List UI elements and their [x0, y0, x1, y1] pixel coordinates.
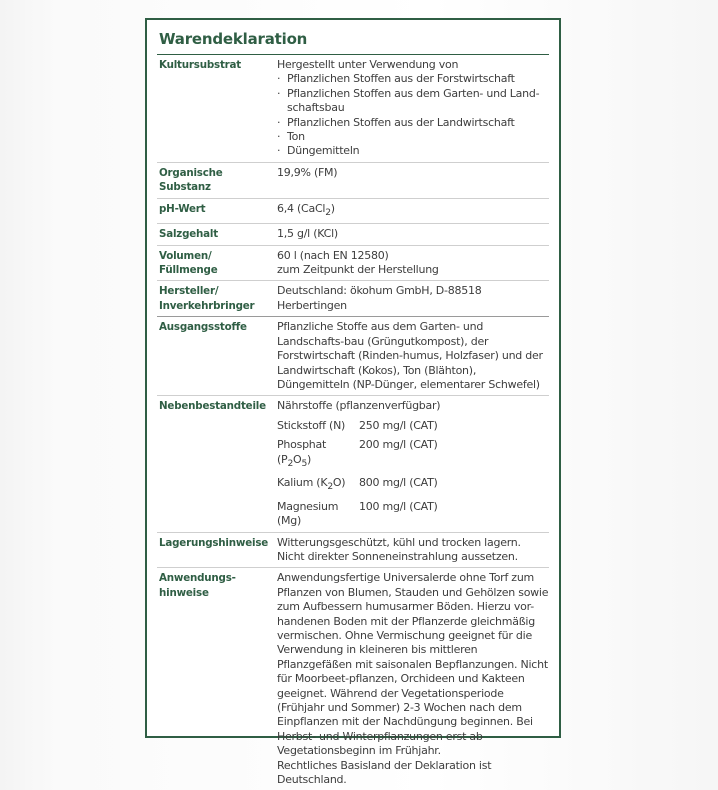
nutrient-value: 250 mg/l (CAT) [359, 418, 438, 432]
val-ph [277, 202, 549, 221]
row-ph [157, 198, 549, 224]
volumen-line1: 60 l (nach EN 12580) [277, 248, 389, 262]
key-hersteller-2: Inverkehrbringer [159, 299, 255, 312]
nutrient-row [277, 476, 549, 495]
key-hersteller [157, 284, 277, 313]
key-organische: Organische Substanz [159, 166, 223, 194]
row-anwendung [157, 567, 549, 790]
key-volumen-1: Volumen/ [159, 249, 212, 262]
key-volumen [157, 249, 277, 278]
key-anwendung-2: hinweise [159, 586, 209, 599]
list-item: · Ton [277, 130, 549, 144]
val-anwendung [277, 571, 549, 787]
nutrient-row [277, 419, 549, 433]
nutrient-value: 800 mg/l (CAT) [359, 476, 438, 490]
kultursubstrat-list [277, 72, 549, 158]
kal-sub: 2 [327, 481, 333, 493]
nutrient-row [277, 500, 549, 529]
val-kultursubstrat [277, 58, 549, 159]
key-hersteller-1: Hersteller/ [159, 285, 219, 298]
val-neben [277, 399, 549, 528]
key-anwendung [157, 571, 277, 787]
phos-sub2: 5 [301, 457, 308, 469]
nutrient-row [277, 438, 549, 471]
key-salz: Salzgehalt [159, 228, 218, 241]
ph-sub: 2 [325, 206, 331, 218]
phos-sub1: 2 [287, 457, 294, 469]
ph-pre: 6,4 (CaCl [277, 201, 326, 215]
row-volumen [157, 245, 549, 281]
row-hersteller [157, 280, 549, 316]
phos-mid: O [293, 452, 302, 466]
row-ausgang [157, 317, 549, 395]
row-organische [157, 162, 549, 198]
nutrient-name [277, 476, 359, 495]
nutrient-value: 100 mg/l (CAT) [359, 499, 438, 513]
key-ausgang: Ausgangsstoffe [159, 321, 247, 334]
key-volumen-2: Füllmenge [159, 264, 218, 277]
list-item: · Pflanzlichen Stoffen aus der Forstwirtschaft [277, 72, 549, 86]
section-composition [157, 316, 549, 790]
declaration-title: Warendeklaration [159, 30, 308, 48]
kal-pre: Kalium (K [277, 476, 328, 490]
val-hersteller: Deutschland: ökohum GmbH, D-88518 Herbertingen [277, 284, 482, 312]
list-item: · Pflanzlichen Stoffen aus der Landwirtschaft [277, 116, 549, 130]
key-lagerung: Lagerungshinweise [159, 536, 269, 549]
kultursubstrat-intro: Hergestellt unter Verwendung von [277, 58, 459, 71]
val-volumen [277, 249, 549, 278]
kal-post: O) [332, 476, 346, 490]
list-item: · Düngemitteln [277, 144, 549, 158]
list-item: · Pflanzlichen Stoffen aus dem Garten- und Land-schaftsbau [277, 87, 549, 116]
row-neben [157, 395, 549, 531]
key-neben: Nebenbestandteile [159, 400, 266, 413]
section-product [157, 54, 549, 316]
neben-intro: Nährstoffe (pflanzenverfügbar) [277, 399, 441, 413]
val-lagerung: Witterungsgeschützt, kühl und trocken lagern. Nicht direkter Sonneneinstrahlung aussetzen. [277, 535, 521, 563]
key-ph: pH-Wert [159, 202, 206, 215]
phos-post: ) [307, 452, 312, 466]
nutrient-name: Stickstoff (N) [277, 418, 346, 432]
row-salz [157, 223, 549, 244]
nutrient-name [277, 438, 359, 471]
ph-post: ) [330, 201, 335, 215]
anwendung-text: Anwendungsfertige Universalerde ohne Torf zum Pflanzen von Blumen, Stauden und Gehölzen sowie zum Aufbessern humusarmer Böden. Hierzu vor-handenen Boden mit der Pflanzerde gleichmäßig vermischen. Ohne Vermischung geeignet für die Verwendung in kleineren bis mittleren Pflanzgefäßen mit saisonalen Bepflanzungen. Nicht für Moorbeet-pflanzen, Orchideen und Kakteen geeignet. Während der Vegetationsperiode (Frühjahr und Sommer) 2-3 Wochen nach dem Einpflanzen mit der Nachdüngung beginnen. Bei Herbst- und Winterpflanzungen erst ab Vegetationsbeginn im Frühjahr. [277, 571, 549, 758]
volumen-line2: zum Zeitpunkt der Herstellung [277, 263, 439, 277]
val-organische: 19,9% (FM) [277, 165, 338, 179]
key-anwendung-1: Anwendungs- [159, 572, 236, 585]
val-salz: 1,5 g/l (KCl) [277, 227, 338, 241]
nutrient-name: Magnesium (Mg) [277, 499, 339, 528]
val-ausgang: Pflanzliche Stoffe aus dem Garten- und Landschafts-bau (Grüngutkompost), der Forstwirtschaft (Rinden-humus, Holzfaser) und der Landwirtschaft (Kokos), Ton (Blähton), Düngemitteln (NP-Dünger, elementarer Schwefel) [277, 320, 543, 391]
key-kultursubstrat: Kultursubstrat [159, 59, 242, 71]
anwendung-footer: Rechtliches Basisland der Deklaration ist Deutschland. [277, 758, 492, 787]
nutrient-value: 200 mg/l (CAT) [359, 438, 438, 452]
row-lagerung [157, 532, 549, 568]
declaration-label [145, 18, 561, 787]
phos-pre: Phosphat (P [277, 438, 327, 466]
row-kultursubstrat [157, 55, 549, 162]
